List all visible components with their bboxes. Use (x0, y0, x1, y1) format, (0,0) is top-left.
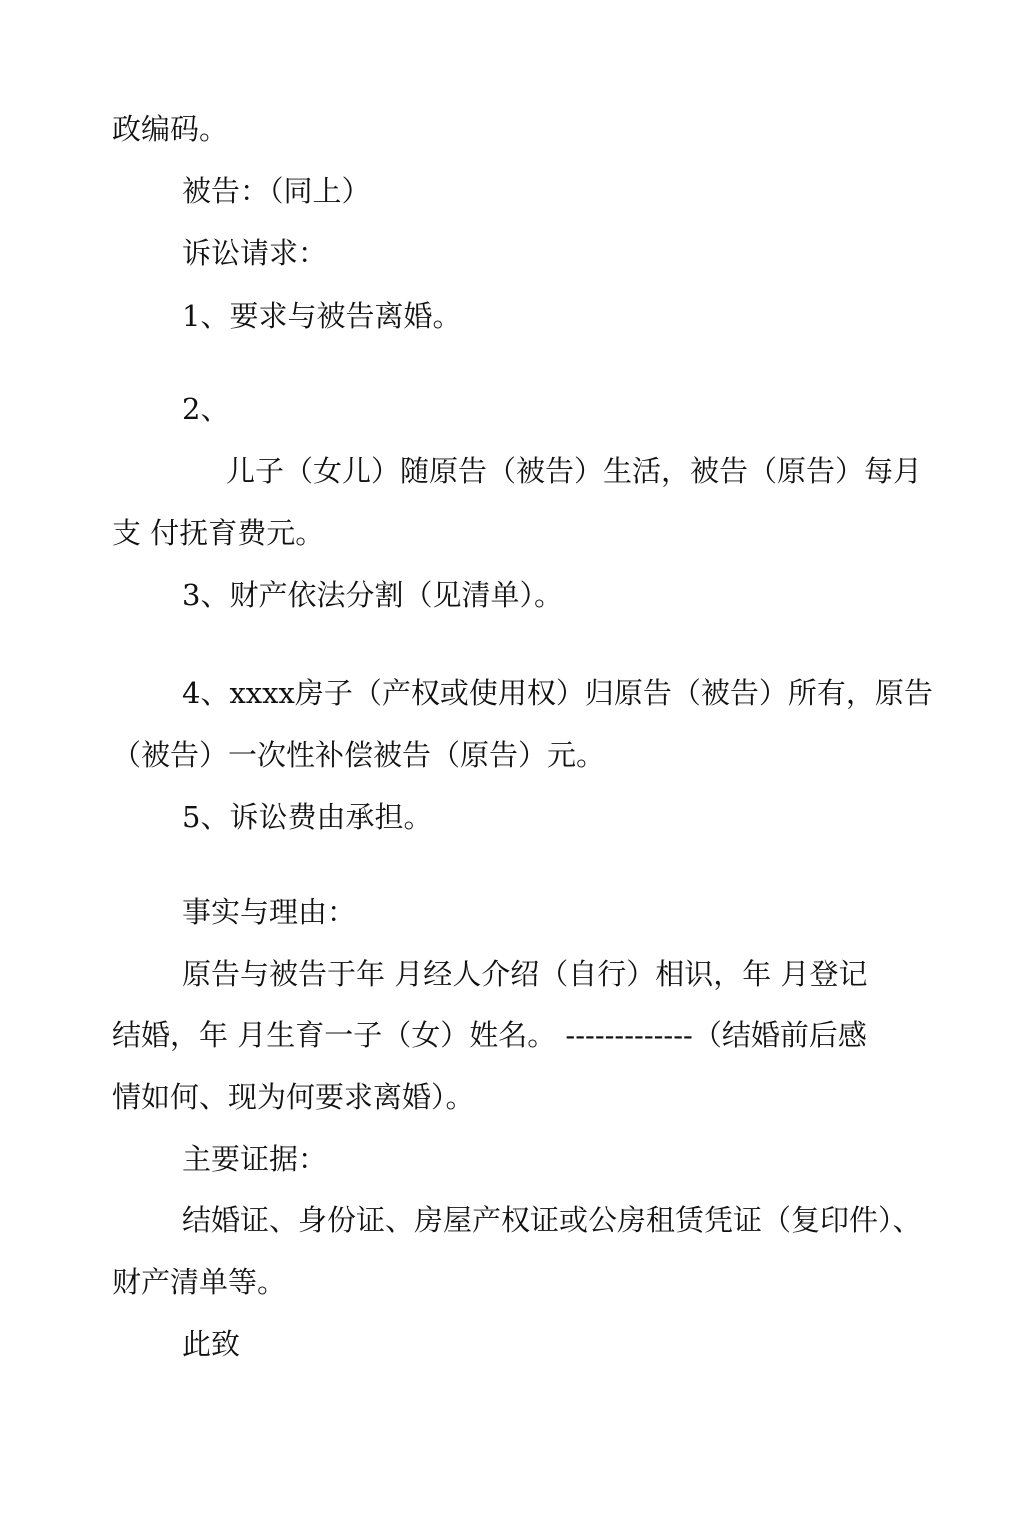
text-line-7: 支 付抚育费元。 (112, 516, 325, 550)
text-line-10: （被告）一次性补偿被告（原告）元。 (112, 738, 606, 772)
text-line-6: 儿子（女儿）随原告（被告）生活，被告（原告）每月 (226, 454, 923, 488)
text-line-11: 5、诉讼费由承担。 (182, 800, 433, 834)
text-line-16: 主要证据： (182, 1142, 328, 1176)
text-line-3: 诉讼请求： (182, 236, 328, 270)
text-line-12: 事实与理由： (182, 895, 357, 929)
text-line-1: 政编码。 (112, 112, 229, 146)
text-line-14: 结婚，年 月生育一子（女）姓名。 -------------（结婚前后感 (112, 1018, 867, 1052)
text-line-17: 结婚证、身份证、房屋产权证或公房租赁凭证（复印件）、 (182, 1203, 922, 1237)
text-line-18: 财产清单等。 (112, 1265, 287, 1299)
text-line-2: 被告：（同上） (182, 174, 371, 208)
text-line-5: 2、 (182, 392, 230, 426)
text-line-9: 4、xxxx房子（产权或使用权）归原告（被告）所有，原告 (182, 676, 933, 710)
text-line-15: 情如何、现为何要求离婚）。 (112, 1080, 475, 1114)
text-line-8: 3、财产依法分割（见清单）。 (182, 578, 563, 612)
text-line-13: 原告与被告于年 月经人介绍（自行）相识，年 月登记 (182, 957, 868, 991)
text-line-4: 1、要求与被告离婚。 (182, 299, 462, 333)
text-line-19: 此致 (182, 1327, 241, 1361)
